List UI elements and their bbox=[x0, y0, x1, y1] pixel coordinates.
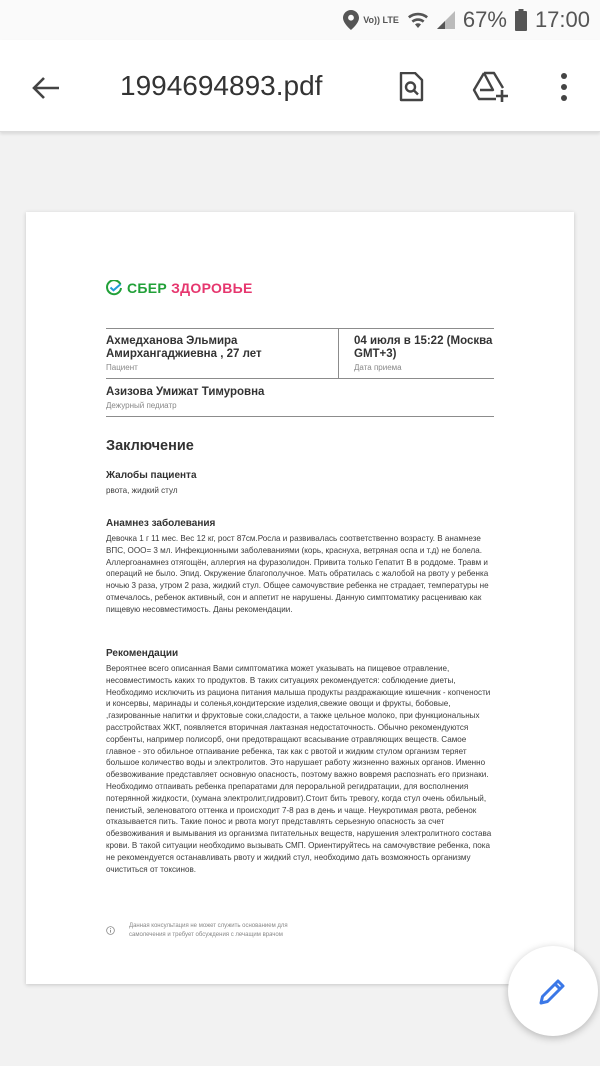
battery-percent: 67% bbox=[462, 7, 507, 32]
find-in-document-button[interactable] bbox=[390, 66, 432, 108]
anamnesis-text: Девочка 1 г 11 мес. Вес 12 кг, рост 87см.Росла и развивалась соответственно возрасту. В анамнезе ВПС, ООО= 3 мл. Инфекционными заболеваниями (корь, краснуха, ветряная оспа и т.д) не болела. Аллергоанамнез отягощён, аллергия на фуразолидон. Привита только Гепатит В в роддоме. Травм и операций не было. Эпид. Окружение благополучное. Мать обратилась с жалобой на рвоту у ребенка ночью 3 раза, утром 2 раза, жидкий стул. Общее самочувствие ребенка не страдает, температуры не отмечалось, ребенок активный, сон и аппетит не нарушены. Данную симптоматику расцениваю как пищевую несовместимость. Даны рекомендации. bbox=[106, 534, 489, 614]
complaints-title: Жалобы пациента bbox=[106, 470, 197, 481]
signal-icon bbox=[437, 11, 455, 29]
add-to-drive-icon bbox=[472, 71, 510, 103]
wifi-icon bbox=[407, 11, 429, 29]
sber-zdorovie-logo bbox=[106, 280, 253, 296]
clock: 17:00 bbox=[534, 7, 590, 32]
logo-text-zdorovie: ЗДОРОВЬЕ bbox=[171, 280, 253, 296]
patient-label: Пациент bbox=[106, 363, 138, 372]
location-icon bbox=[343, 10, 359, 30]
recommendations-section bbox=[106, 648, 494, 875]
footer-disclaimer bbox=[106, 922, 319, 940]
appointment-label: Дата приема bbox=[354, 363, 402, 372]
conclusion-heading: Заключение bbox=[106, 438, 194, 454]
doctor-name: Азизова Умижат Тимуровна bbox=[106, 386, 265, 398]
sber-logo-icon bbox=[106, 280, 122, 296]
doctor-row bbox=[106, 379, 494, 417]
disclaimer-text: Данная консультация не может служить основанием для самолечения и требует обсуждения с лечащим врачом bbox=[129, 923, 288, 938]
logo-text-sber: СБЕР bbox=[127, 280, 168, 296]
doctor-label: Дежурный педиатр bbox=[106, 401, 177, 410]
more-options-button[interactable] bbox=[543, 66, 585, 108]
status-bar bbox=[0, 0, 600, 40]
app-bar bbox=[0, 40, 600, 132]
pdf-page bbox=[26, 212, 574, 984]
arrow-back-icon bbox=[32, 76, 60, 100]
add-to-drive-button[interactable] bbox=[470, 66, 512, 108]
info-table bbox=[106, 328, 494, 417]
info-icon bbox=[106, 926, 115, 935]
battery-icon bbox=[515, 9, 527, 31]
appointment-date: 04 июля в 15:22 (Москва GMT+3) bbox=[354, 335, 493, 360]
pencil-icon bbox=[538, 976, 568, 1006]
edit-fab-button[interactable] bbox=[508, 946, 598, 1036]
recommendations-text: Вероятнее всего описанная Вами симптоматика может указывать на пищевое отравление, несовместимость каких то продуктов. В таких ситуациях рекомендуется: соблюдение диеты, Необходимо исключить из рациона питания малыша продукты раздражающие кишечник - копчености и консервы, маринады и соленья,кондитерские изделия,свежие овощи и фрукты, бобовые, ,газированные напитки и фруктовые соки,сладости, а также цельное молоко, при функциональных расстройствах ЖКТ, появляется вторичная лактазная недостаточность. Обычно рекомендуются сорбенты, например полисорб, они предотвращают всасывание отравляющих веществ. Самое главное - это обильное отпаивание ребенка, так как с рвотой и жидким стулом организм теряет большое количество воды и электролитов. Это нарушает работу жизненно важных органов. Именно обезвоживание представляет основную опасность, поэтому важно вовремя распознать его признаки. Необходимо отпаивать ребенка препаратами для пероральной регидратации, для восполнения потерянной жидкости, (хумана электролит,гидровит).Стоит бить тревогу, когда стул очень обильный, пенистый, зеленоватого оттенка и происходит 7-8 раз в день и чаще. Неукротимая рвота, ребенок отказывается пить. Такие понос и рвота могут представлять серьезную опасность за счет обезвоживания и вымывания из организма питательных веществ, нарушения электролитного состава крови. В такой ситуации необходимо вызывать СМП. Ориентируйтесь на самочувствие ребенка, пока не рекомендуется останавливать рвоту и жидкий стул, необходимо дать возможность организму очиститься от токсинов. bbox=[106, 664, 492, 874]
anamnesis-section bbox=[106, 518, 494, 616]
complaints-text: рвота, жидкий стул bbox=[106, 486, 178, 495]
recommendations-title: Рекомендации bbox=[106, 648, 179, 659]
more-vert-icon bbox=[560, 72, 568, 102]
patient-name: Ахмедханова Эльмира Амирхангаджиевна , 27 лет bbox=[106, 335, 262, 360]
patient-cell bbox=[106, 329, 339, 378]
find-in-page-icon bbox=[398, 72, 424, 102]
network-label: Vo)) LTE bbox=[363, 14, 399, 25]
patient-date-row bbox=[106, 329, 494, 379]
back-button[interactable] bbox=[26, 68, 66, 108]
file-title: 1994694893.pdf bbox=[120, 70, 323, 101]
appointment-cell bbox=[339, 329, 494, 378]
complaints-section bbox=[106, 470, 494, 497]
anamnesis-title: Анамнез заболевания bbox=[106, 518, 216, 529]
